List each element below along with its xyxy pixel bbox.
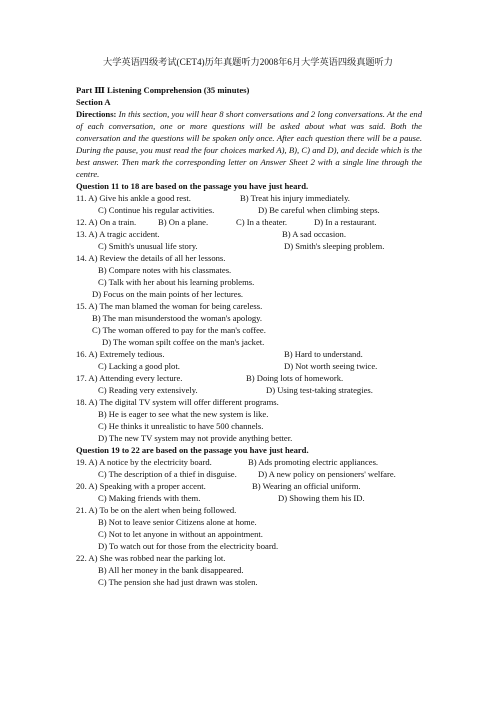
question-15-row-d — [76, 336, 422, 348]
q15-option-b: B) The man misunderstood the woman's apology. — [92, 313, 263, 323]
question-21-row-d — [76, 540, 422, 552]
q13-option-b: B) A sad occasion. — [282, 229, 346, 239]
q19-option-c: C) The description of a thief in disguise. — [98, 469, 237, 479]
q17-option-c: C) Reading very extensively. — [98, 385, 198, 395]
question-11-row-1 — [76, 192, 422, 204]
q19-option-b: B) Ads promoting electric appliances. — [248, 457, 379, 467]
question-16-row-1 — [76, 348, 422, 360]
q22-option-a: 22. A) She was robbed near the parking lot. — [76, 553, 226, 563]
q11-option-c: C) Continue his regular activities. — [98, 205, 215, 215]
q11-option-d: D) Be careful when climbing steps. — [258, 205, 380, 215]
q16-option-d: D) Not worth seeing twice. — [284, 361, 378, 371]
q14-option-d: D) Focus on the main points of her lectures. — [92, 289, 244, 299]
question-14-row-c — [76, 276, 422, 288]
q11-option-b: B) Treat his injury immediately. — [240, 193, 350, 203]
question-22-row-b — [76, 564, 422, 576]
q13-option-d: D) Smith's sleeping problem. — [284, 241, 385, 251]
q18-option-d: D) The new TV system may not provide anything better. — [98, 433, 293, 443]
q13-option-c: C) Smith's unusual life story. — [98, 241, 198, 251]
question-11-row-2 — [76, 204, 422, 216]
directions-text: In this section, you will hear 8 short conversations and 2 long conversations. At the end of each conversation, one or more questions will be asked about what was said. Both the conversation and the questions will be spoken only once. After each question there will be a pause. During the pause, you must read the four choices marked A), B), C) and D), and decide which is the best answer. Then mark the corresponding letter on Answer Sheet 2 with a single line through the centre. — [76, 109, 422, 179]
part-heading: Part Ⅲ Listening Comprehension (35 minutes) — [76, 85, 250, 95]
q14-option-b: B) Compare notes with his classmates. — [98, 265, 232, 275]
question-15-row-b — [76, 312, 422, 324]
q15-option-a: 15. A) The man blamed the woman for being careless. — [76, 301, 263, 311]
q15-option-c: C) The woman offered to pay for the man's coffee. — [92, 325, 266, 335]
question-21-row-c — [76, 528, 422, 540]
question-13-row-1 — [76, 228, 422, 240]
q20-option-b: B) Wearing an official uniform. — [252, 481, 361, 491]
q12-option-c: C) In a theater. — [236, 217, 288, 227]
question-18-row-b — [76, 408, 422, 420]
question-18-row-d — [76, 432, 422, 444]
question-19-row-2 — [76, 468, 422, 480]
question-17-row-2 — [76, 384, 422, 396]
question-20-row-1 — [76, 480, 422, 492]
question-20-row-2 — [76, 492, 422, 504]
q14-option-c: C) Talk with her about his learning problems. — [98, 277, 255, 287]
q17-option-d: D) Using test-taking strategies. — [266, 385, 373, 395]
q16-option-c: C) Lacking a good plot. — [98, 361, 180, 371]
q21-option-a: 21. A) To be on the alert when being followed. — [76, 505, 237, 515]
q21-option-b: B) Not to leave senior Citizens alone at home. — [98, 517, 257, 527]
q22-option-c: C) The pension she had just drawn was stolen. — [98, 577, 258, 587]
question-22-row-a — [76, 552, 422, 564]
q16-option-b: B) Hard to understand. — [284, 349, 363, 359]
question-18-row-c — [76, 420, 422, 432]
question-22-row-c — [76, 576, 422, 588]
section-heading: Section A — [76, 97, 111, 107]
question-14-row-d — [76, 288, 422, 300]
question-19-row-1 — [76, 456, 422, 468]
question-12-row — [76, 216, 422, 228]
question-17-row-1 — [76, 372, 422, 384]
q13-option-a: 13. A) A tragic accident. — [76, 229, 160, 239]
document-body — [76, 84, 422, 588]
q17-option-b: B) Doing lots of homework. — [246, 373, 344, 383]
question-15-row-c — [76, 324, 422, 336]
question-21-row-a — [76, 504, 422, 516]
directions-label: Directions: — [76, 109, 117, 119]
q15-option-d: D) The woman spilt coffee on the man's jacket. — [102, 337, 265, 347]
q20-option-c: C) Making friends with them. — [98, 493, 201, 503]
q12-option-b: B) On a plane. — [158, 217, 209, 227]
question-16-row-2 — [76, 360, 422, 372]
group2-heading: Question 19 to 22 are based on the passage you have just heard. — [76, 445, 309, 455]
q19-option-d: D) A new policy on pensioners' welfare. — [258, 469, 396, 479]
q18-option-c: C) He thinks it unrealistic to have 500 channels. — [98, 421, 264, 431]
question-14-row-a — [76, 252, 422, 264]
directions-paragraph — [76, 108, 422, 180]
q18-option-a: 18. A) The digital TV system will offer different programs. — [76, 397, 279, 407]
q19-option-a: 19. A) A notice by the electricity board. — [76, 457, 212, 467]
q21-option-c: C) Not to let anyone in without an appointment. — [98, 529, 263, 539]
question-15-row-a — [76, 300, 422, 312]
q17-option-a: 17. A) Attending every lecture. — [76, 373, 183, 383]
q22-option-b: B) All her money in the bank disappeared. — [98, 565, 244, 575]
q18-option-b: B) He is eager to see what the new system is like. — [98, 409, 269, 419]
question-14-row-b — [76, 264, 422, 276]
q21-option-d: D) To watch out for those from the electricity board. — [98, 541, 279, 551]
q14-option-a: 14. A) Review the details of all her lessons. — [76, 253, 226, 263]
question-13-row-2 — [76, 240, 422, 252]
question-18-row-a — [76, 396, 422, 408]
q12-option-a: 12. A) On a train. — [76, 217, 137, 227]
document-title: 大学英语四级考试(CET4)历年真题听力2008年6月大学英语四级真题听力 — [103, 57, 393, 67]
q11-option-a: 11. A) Give his ankle a good rest. — [76, 193, 191, 203]
q20-option-a: 20. A) Speaking with a proper accent. — [76, 481, 206, 491]
q12-option-d: D) In a restaurant. — [314, 217, 377, 227]
q20-option-d: D) Showing them his ID. — [278, 493, 365, 503]
group1-heading: Question 11 to 18 are based on the passage you have just heard. — [76, 181, 309, 191]
q16-option-a: 16. A) Extremely tedious. — [76, 349, 165, 359]
question-21-row-b — [76, 516, 422, 528]
